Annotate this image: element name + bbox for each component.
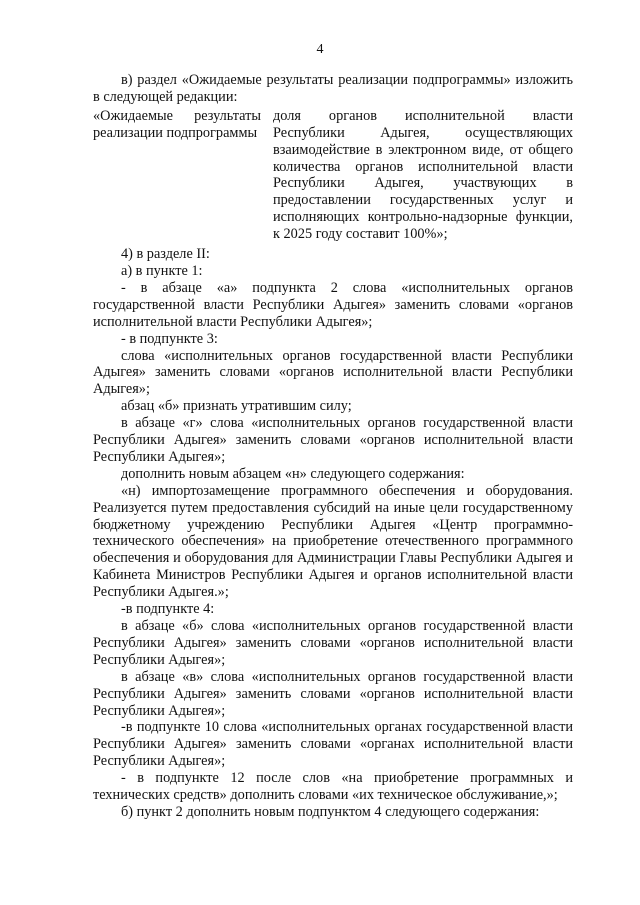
paragraph-subpoint-12: - в подпункте 12 после слов «на приобретение программных и технических средств» дополнить словами «их техническое обслуживание,»; xyxy=(93,770,573,804)
paragraph-import-substitution: «н) импортозамещение программного обеспечения и оборудования. Реализуется путем предоставления субсидий на иные цели государственному бюджетному учреждению Республики Адыгея «Центр программно-технического обеспечения» на приобретение отечественного программного обеспечения и оборудования для Администрации Главы Республики Адыгея и Кабинета Министров Республики Адыгея и органов исполнительной власти Республики Адыгея.»; xyxy=(93,482,573,601)
page-number: 4 xyxy=(316,42,324,57)
paragraph-abzac-a: - в абзаце «а» подпункта 2 слова «исполнительных органов государственной власти Республики Адыгея» заменить словами «органов исполнительной власти Республики Адыгея»; xyxy=(93,279,573,330)
paragraph-abzac-b: в абзаце «б» слова «исполнительных органов государственной власти Республики Адыгея» заменить словами «органов исполнительной власти Республики Адыгея»; xyxy=(93,618,573,668)
paragraph-point-2: б) пункт 2 дополнить новым подпунктом 4 следующего содержания: xyxy=(121,803,540,820)
table-cell-value: доля органов исполнительной власти Республики Адыгея, осуществляющих взаимодействие в электронном виде, от общего количества органов исполнительной власти Республики Адыгея, участвующих в предоставлении государственных услуг и исполняющих контрольно-надзорные функции, к 2025 году составит 100%»; xyxy=(273,107,573,243)
paragraph-abzac-b-void: абзац «б» признать утратившим силу; xyxy=(121,398,352,415)
results-table xyxy=(93,108,573,243)
paragraph-abzac-g: в абзаце «г» слова «исполнительных органов государственной власти Республики Адыгея» заменить словами «органов исполнительной власти Республики Адыгея»; xyxy=(93,415,573,465)
paragraph-point-1: а) в пункте 1: xyxy=(121,262,203,279)
paragraph-abzac-v: в абзаце «в» слова «исполнительных органов государственной власти Республики Адыгея» заменить словами «органов исполнительной власти Республики Адыгея»; xyxy=(93,668,573,719)
document-body xyxy=(93,72,573,821)
paragraph-add-abzac-n: дополнить новым абзацем «н» следующего содержания: xyxy=(121,465,465,482)
paragraph-section-ii: 4) в разделе II: xyxy=(121,246,210,263)
paragraph-subpoint-10: -в подпункте 10 слова «исполнительных органах государственной власти Республики Адыгея» заменить словами «органах исполнительной власти Республики Адыгея»; xyxy=(93,719,573,770)
paragraph-subpoint-4: -в подпункте 4: xyxy=(121,601,215,618)
paragraph-section-c: в) раздел «Ожидаемые результаты реализации подпрограммы» изложить в следующей редакции: xyxy=(93,72,573,105)
table-cell-label: «Ожидаемые результаты реализации подпрограммы xyxy=(93,107,261,141)
paragraph-words-replace: слова «исполнительных органов государственной власти Республики Адыгея» заменить словами «органов исполнительной власти Республики Адыгея»; xyxy=(93,347,573,398)
paragraph-subpoint-3: - в подпункте 3: xyxy=(121,330,218,347)
